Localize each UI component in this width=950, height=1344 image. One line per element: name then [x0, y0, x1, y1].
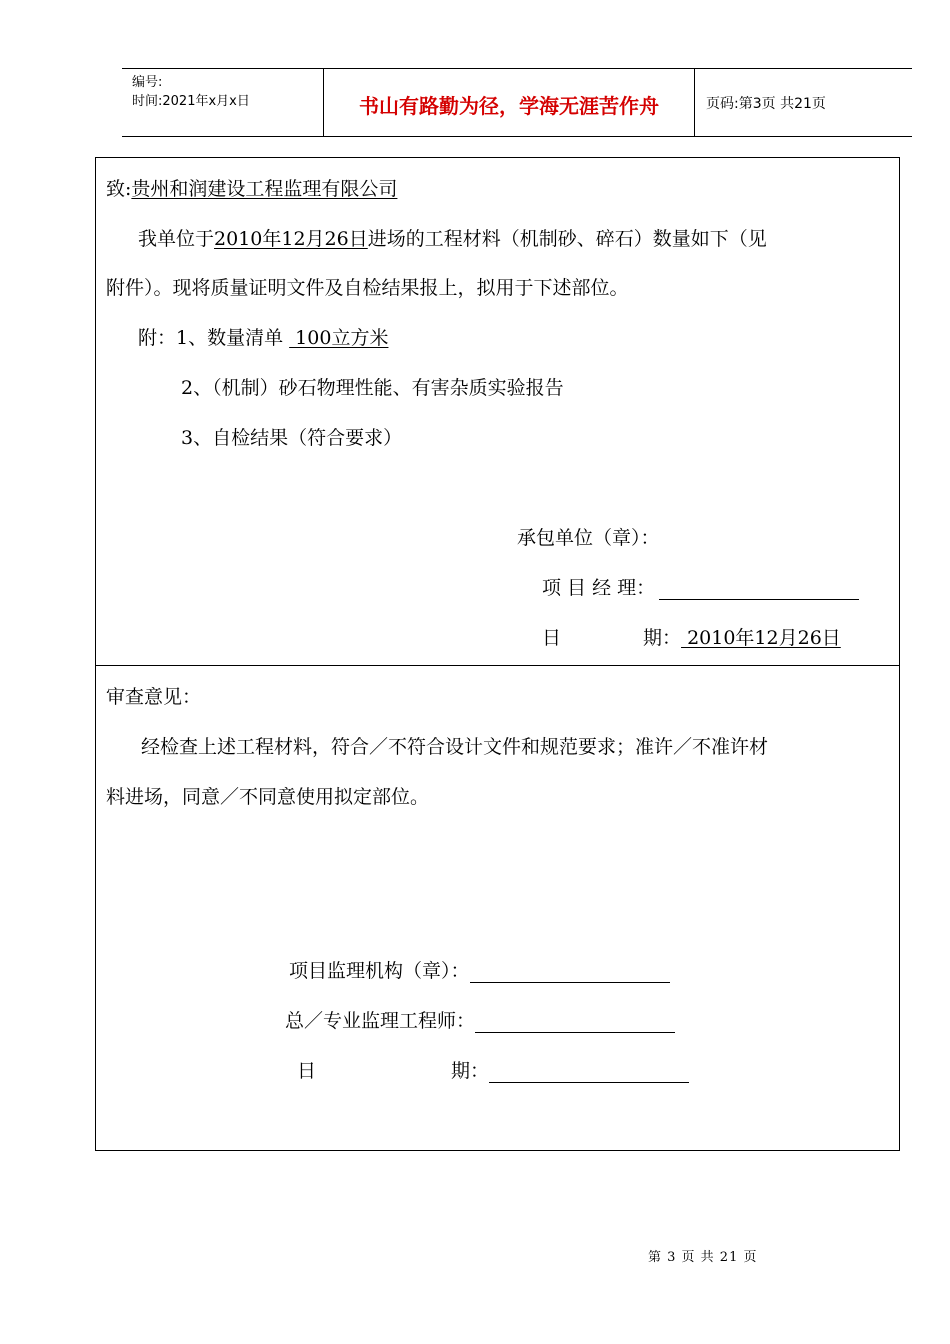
entry-date: 2010年12月26日 [214, 228, 368, 250]
report-paragraph-line1: 我单位于2010年12月26日进场的工程材料（机制砂、碎石）数量如下（见 [138, 228, 767, 250]
review-section [95, 664, 900, 1151]
header-divider [694, 69, 695, 136]
report-date-value: 2010年12月26日 [681, 627, 841, 649]
addressee: 致:贵州和润建设工程监理有限公司 [106, 178, 398, 200]
time-label: 时间:2021年x月x日 [132, 94, 250, 109]
review-text-line1: 经检查上述工程材料，符合／不符合设计文件和规范要求；准许／不准许材 [141, 736, 769, 758]
header-meta [132, 73, 250, 111]
attachment-2: 2、（机制）砂石物理性能、有害杂质实验报告 [181, 377, 564, 399]
engineer-row: 总／专业监理工程师： [285, 1006, 675, 1033]
quantity-value: 100立方米 [289, 327, 389, 349]
manager-row: 项 目 经 理： [542, 573, 859, 600]
header-page-info: 页码:第3页 共21页 [706, 96, 826, 112]
report-section [95, 157, 900, 666]
contractor-label: 承包单位（章）： [517, 527, 660, 549]
page-footer: 第 3 页 共 21 页 [648, 1250, 758, 1265]
attachment-3: 3、自检结果（符合要求） [181, 427, 403, 449]
review-date-line [489, 1064, 689, 1083]
engineer-signature-line [475, 1014, 675, 1033]
report-date-row: 日 期： 2010年12月26日 [542, 627, 841, 649]
review-title: 审查意见： [106, 686, 202, 708]
serial-label: 编号: [132, 75, 163, 90]
attachment-1: 附：1、数量清单 100立方米 [138, 327, 389, 349]
review-date-row: 日 期： [297, 1056, 689, 1083]
review-text-line2: 料进场，同意／不同意使用拟定部位。 [106, 786, 430, 808]
header-motto: 书山有路勤为径，学海无涯苦作舟 [359, 94, 659, 118]
supervision-org-row: 项目监理机构（章）： [289, 956, 670, 983]
addressee-company: 贵州和润建设工程监理有限公司 [131, 178, 398, 200]
manager-signature-line [659, 581, 859, 600]
org-signature-line [470, 964, 670, 983]
report-paragraph-line2: 附件）。现将质量证明文件及自检结果报上，拟用于下述部位。 [106, 277, 629, 299]
page-header [122, 68, 912, 137]
